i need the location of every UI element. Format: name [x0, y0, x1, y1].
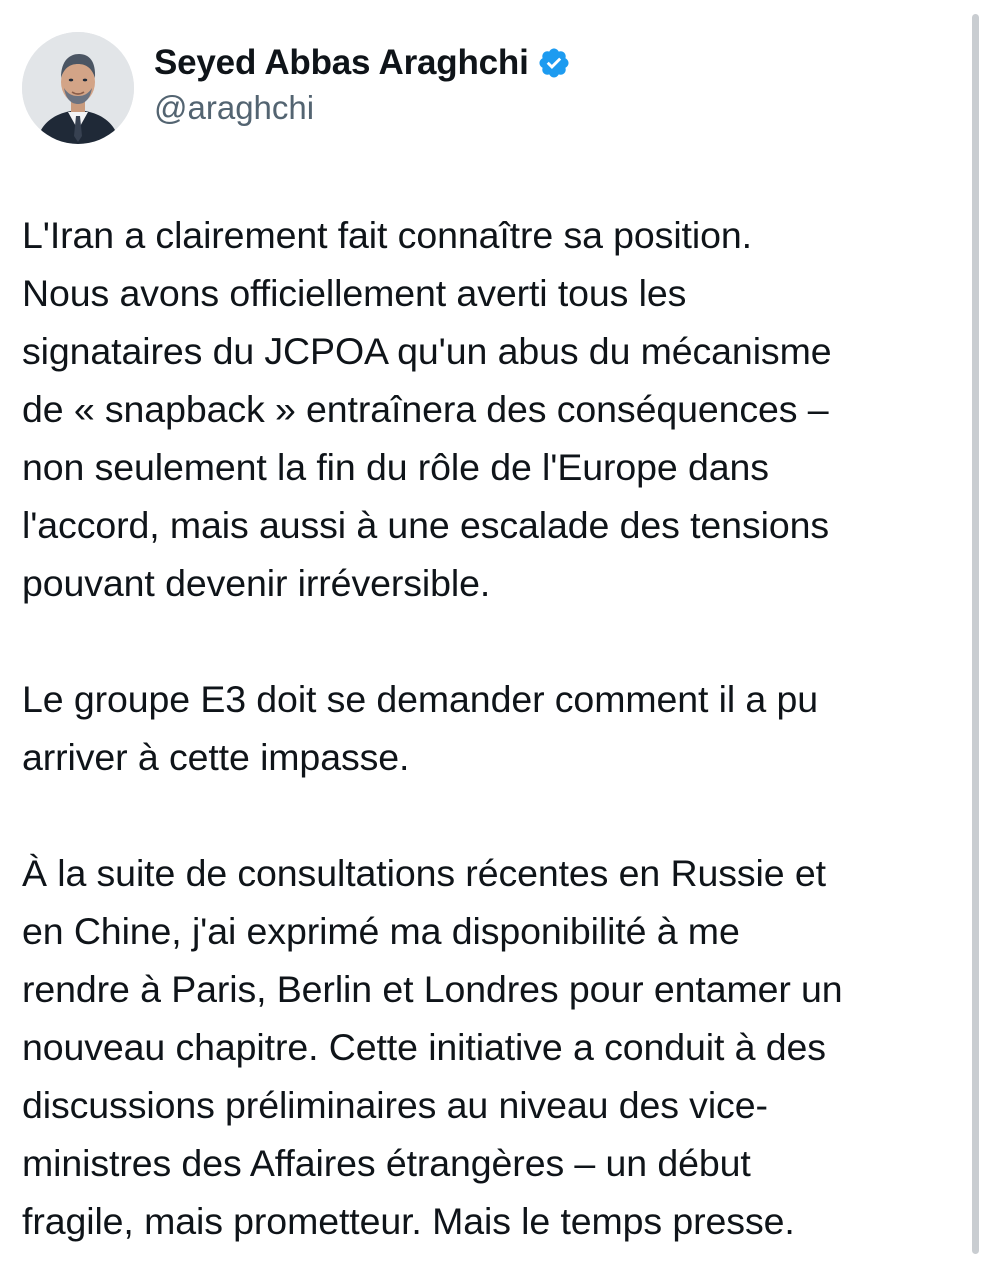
- tweet-paragraph-2: [22, 670, 962, 786]
- text-line: en Chine, j'ai exprimé ma disponibilité à me: [22, 910, 740, 952]
- text-line: de « snapback » entraînera des conséquences –: [22, 388, 829, 430]
- author-names: [154, 43, 571, 127]
- text-line: Le groupe E3 doit se demander comment il a pu: [22, 678, 818, 720]
- tweet-paragraph-1: [22, 206, 962, 612]
- text-line: fragile, mais prometteur. Mais le temps presse.: [22, 1200, 795, 1242]
- text-line: pouvant devenir irréversible.: [22, 562, 491, 604]
- text-line: rendre à Paris, Berlin et Londres pour entamer un: [22, 968, 843, 1010]
- text-line: À la suite de consultations récentes en Russie et: [22, 852, 826, 894]
- text-line: Nous avons officiellement averti tous les: [22, 272, 687, 314]
- text-line: l'accord, mais aussi à une escalade des tensions: [22, 504, 829, 546]
- text-line: discussions préliminaires au niveau des vice-: [22, 1084, 768, 1126]
- text-line: ministres des Affaires étrangères – un début: [22, 1142, 751, 1184]
- avatar[interactable]: [22, 32, 134, 144]
- text-line: nouveau chapitre. Cette initiative a conduit à des: [22, 1026, 826, 1068]
- scrollbar[interactable]: [972, 14, 979, 1254]
- tweet-text: [22, 206, 962, 1250]
- author-display-name[interactable]: Seyed Abbas Araghchi: [154, 43, 529, 82]
- text-line: L'Iran a clairement fait connaître sa position.: [22, 214, 752, 256]
- tweet-header: [22, 32, 571, 144]
- text-line: arriver à cette impasse.: [22, 736, 410, 778]
- text-line: non seulement la fin du rôle de l'Europe dans: [22, 446, 769, 488]
- display-name-row: [154, 43, 571, 83]
- author-handle[interactable]: @araghchi: [154, 89, 315, 126]
- text-line: signataires du JCPOA qu'un abus du mécanisme: [22, 330, 832, 372]
- verified-badge-icon: [537, 46, 571, 80]
- tweet-paragraph-3: [22, 844, 962, 1250]
- avatar-portrait-icon: [22, 32, 134, 144]
